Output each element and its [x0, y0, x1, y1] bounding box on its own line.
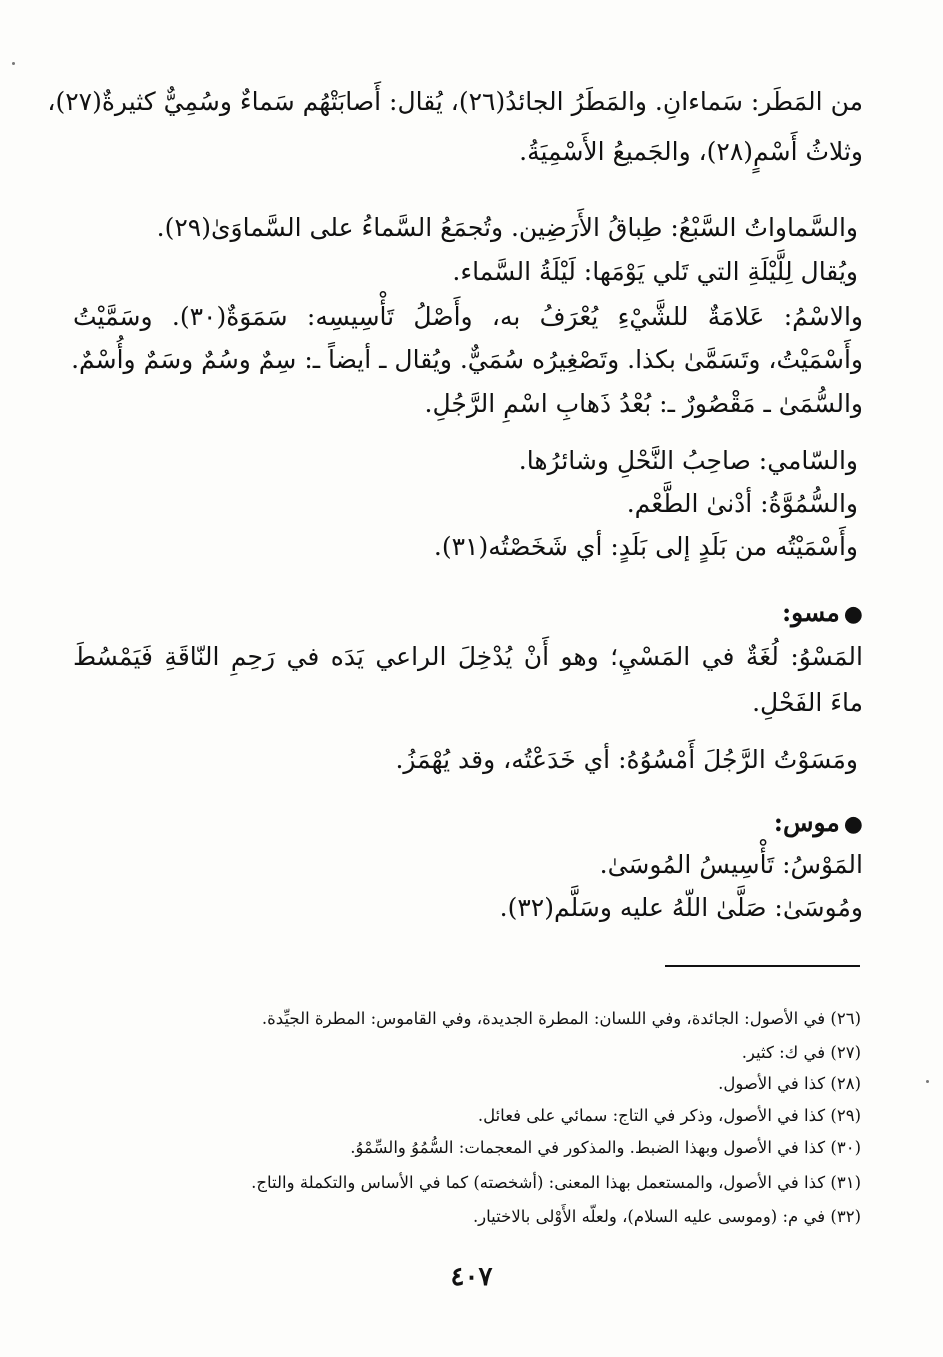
scan-speck	[12, 62, 15, 65]
body-line-4: ويُقال لِلَّيْلَةِ التي تَلي يَوْمَها: لَيْلَةُ السَّماء.	[452, 257, 858, 286]
body-line-11: المَسْوُ: لُغَةٌ في المَسْيِ؛ وهو أَنْ يُدْخِلَ الراعي يَدَه في رَحِمِ النّاقَةِ فَيَمْسُطَ	[73, 642, 863, 671]
body-line-2: وثلاثُ أَسْمٍ(٢٨)، والجَميعُ الأَسْمِيَةُ.	[519, 137, 863, 166]
body-line-1: من المَطَر: سَماءانِ. والمَطَرُ الجائدُ(٢٦)، يُقال: أَصابَتْهُم سَماءٌ وسُمِيٌّ كثيرةٌ(٢٧)،	[47, 87, 863, 116]
footnote-32: (٣٢) في م: (وموسى عليه السلام)، ولعلّه الأَوْلى بالاختيار.	[472, 1207, 861, 1226]
body-line-3: والسَّماواتُ السَّبْعُ: طِباقُ الأَرَضِين. وتُجمَعُ السَّماءُ على السَّماوَىٰ(٢٩).	[156, 213, 858, 242]
entry-heading-label: موس:	[773, 808, 840, 837]
entry-heading-label: مسو:	[781, 598, 840, 627]
bullet-icon: ●	[843, 812, 863, 837]
scan-speck	[926, 1080, 929, 1083]
body-line-10: وأَسْمَيْتُه من بَلَدٍ إلى بَلَدٍ: أي شَخَصْتُه(٣١).	[433, 532, 858, 561]
body-line-5: والاسْمُ: عَلامَةٌ للشَّيْءِ يُعْرَفُ به، وأَصْلُ تَأْسِيسِه: سَمَوَةٌ(٣٠). وسَمَّيْتُ	[73, 302, 863, 331]
body-line-14: المَوْسُ: تَأْسِيسُ المُوسَىٰ.	[599, 850, 863, 879]
footnote-separator	[665, 965, 860, 967]
footnote-28: (٢٨) كذا في الأصول.	[718, 1074, 861, 1093]
bullet-icon: ●	[843, 602, 863, 627]
footnote-26: (٢٦) في الأصول: الجائدة، وفي اللسان: المطرة الجديدة، وفي القاموس: المطرة الجيِّدة.	[261, 1009, 861, 1028]
page-number: ٤٠٧	[450, 1262, 493, 1292]
footnote-29: (٢٩) كذا في الأصول، وذكر في التاج: سمائي على فعائل.	[477, 1106, 861, 1125]
entry-heading-masw	[73, 593, 863, 635]
footnote-31: (٣١) كذا في الأصول، والمستعمل بهذا المعنى: (أشخصته) كما في الأساس والتكملة والتاج.	[251, 1173, 861, 1192]
body-line-15: ومُوسَىٰ: صَلَّىٰ اللّهُ عليه وسَلَّم(٣٢).	[499, 893, 863, 922]
body-line-8: والسّامي: صاحِبُ النَّحْلِ وشائرُها.	[518, 446, 858, 475]
body-line-9: والسُّمُوَّةُ: أدْنىٰ الطَّعْم.	[626, 489, 858, 518]
footnote-30: (٣٠) كذا في الأصول وبهذا الضبط. والمذكور في المعجمات: السُّمُوُ والسِّمْوُ.	[350, 1138, 861, 1157]
footnote-27: (٢٧) في ك: كثير.	[741, 1043, 861, 1062]
body-line-6: وأَسْمَيْتُ، وتَسَمَّىٰ بكذا. وتَصْغِيرُه سُمَيٌّ. ويُقال ـ أيضاً ـ: سِمٌ وسُمٌ وسَمٌ وأُسْمٌ.	[71, 345, 863, 374]
body-line-13: ومَسَوْتُ الرَّجُلَ أَمْسُوُهُ: أي خَدَعْتُه، وقد يُهْمَزُ.	[395, 745, 858, 774]
body-line-12: ماءَ الفَحْلِ.	[752, 688, 863, 717]
entry-heading-maws	[73, 803, 863, 845]
body-line-7: والسُّمَىٰ ـ مَقْصُورٌ ـ: بُعْدُ ذَهابِ اسْمِ الرَّجُلِ.	[424, 389, 863, 418]
